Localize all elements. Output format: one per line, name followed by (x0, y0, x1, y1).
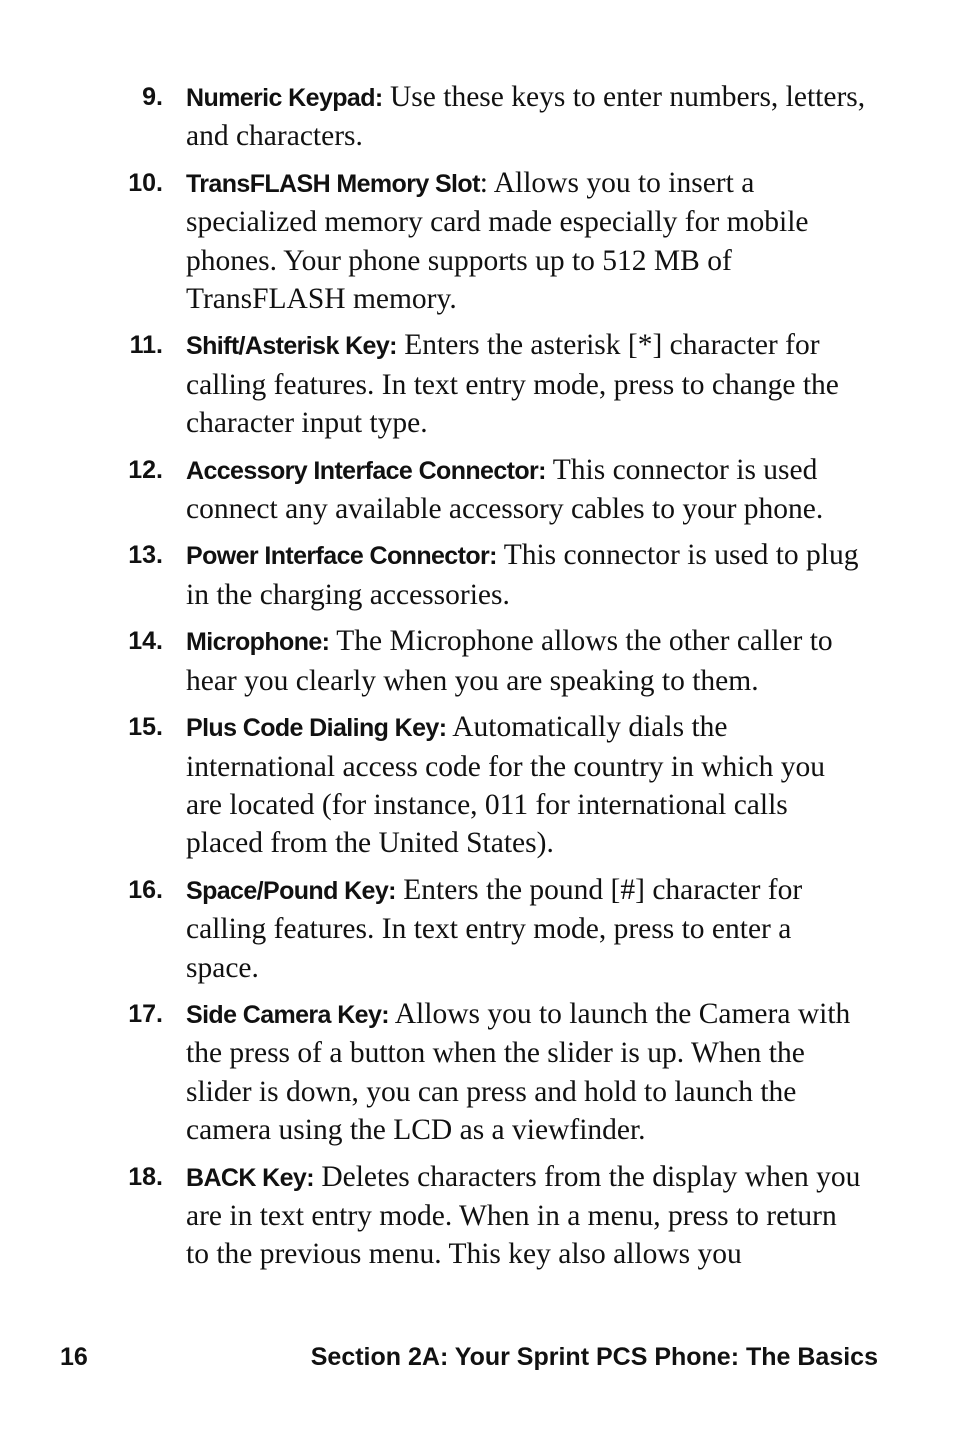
item-number: 15. (128, 713, 163, 742)
item-number: 11. (129, 331, 163, 360)
item-number: 9. (142, 83, 163, 111)
item-description: This connector is used connect any available accessory cables to your phone. (186, 453, 824, 526)
item-description: Allows you to launch the Camera with the press of a button when the slider is up. When the slider is down, you can press and hold to launch the camera using the LCD as a viewfinder. (186, 997, 851, 1147)
list-item (0, 164, 866, 319)
item-number: 17. (128, 999, 163, 1028)
item-description: Deletes characters from the display when you are in text entry mode. When in a menu, press to return to the previous menu. This key also allows you (186, 1160, 861, 1271)
list-item (0, 78, 866, 156)
item-description: Automatically dials the international access code for the country in which you are located (for instance, 011 for international calls placed from the United States). (186, 711, 825, 860)
list-item (0, 995, 866, 1150)
item-number: 18. (128, 1162, 163, 1191)
list-item (0, 708, 866, 863)
item-description: This connector is used to plug in the charging accessories. (186, 539, 859, 611)
list-item (0, 871, 866, 987)
item-term: Power Interface Connector: (186, 542, 497, 571)
item-term: BACK Key: (186, 1163, 314, 1192)
list-item (0, 451, 866, 529)
item-description: The Microphone allows the other caller to hear you clearly when you are speaking to them. (186, 625, 833, 697)
numbered-key-list (0, 78, 954, 1282)
item-number: 13. (128, 541, 163, 570)
item-number: 16. (128, 875, 163, 904)
page-footer (0, 1343, 954, 1383)
list-item (0, 326, 866, 442)
item-description: Use these keys to enter numbers, letters, and characters. (186, 81, 866, 153)
item-term: Side Camera Key: (186, 1000, 389, 1029)
item-number: 14. (128, 627, 163, 656)
section-title: Section 2A: Your Sprint PCS Phone: The Basics (310, 1343, 878, 1371)
item-number: 12. (128, 455, 163, 484)
item-description: : Allows you to insert a specialized memory card made especially for mobile phones. Your phone supports up to 512 MB of TransFLASH memory. (186, 166, 809, 316)
list-item (0, 536, 866, 614)
page-number: 16 (60, 1343, 88, 1371)
item-term: Microphone: (186, 628, 330, 657)
item-term: Shift/Asterisk Key: (186, 332, 397, 361)
item-term: Space/Pound Key: (186, 876, 396, 905)
item-term: Plus Code Dialing Key: (186, 714, 447, 743)
item-term: Accessory Interface Connector: (186, 456, 546, 485)
item-term: Numeric Keypad: (186, 84, 383, 112)
item-description: Enters the asterisk [*] character for calling features. In text entry mode, press to change the character input type. (186, 329, 839, 440)
item-description: Enters the pound [#] character for calling features. In text entry mode, press to enter a space. (186, 873, 803, 984)
list-item (0, 622, 866, 700)
list-item (0, 1158, 866, 1274)
item-term: TransFLASH Memory Slot (186, 169, 480, 198)
item-number: 10. (128, 168, 163, 197)
